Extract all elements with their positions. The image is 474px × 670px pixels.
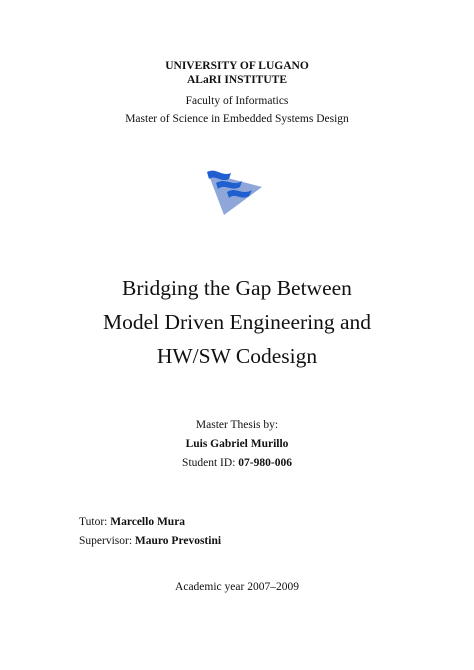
author-name: Luis Gabriel Murillo — [185, 438, 289, 450]
student-id-line — [0, 456, 474, 470]
supervisor-line — [79, 534, 221, 548]
tutor-label: Tutor: — [79, 516, 108, 528]
university-name: UNIVERSITY OF LUGANO — [165, 60, 309, 72]
student-id-value: 07-980-006 — [238, 457, 292, 469]
supervisor-label: Supervisor: — [79, 535, 133, 547]
thesis-title-line-3: HW/SW Codesign — [156, 344, 318, 368]
alari-logo-icon — [202, 165, 268, 217]
thesis-title-line-1: Bridging the Gap Between — [122, 276, 352, 300]
thesis-title-line-2: Model Driven Engineering and — [102, 310, 372, 334]
tutor-name: Marcello Mura — [110, 516, 186, 528]
tutor-line — [79, 515, 185, 529]
academic-year: Academic year 2007–2009 — [175, 581, 299, 593]
faculty-name: Faculty of Informatics — [185, 95, 289, 107]
institute-name: ALaRI INSTITUTE — [186, 74, 288, 86]
student-id-label: Student ID: — [182, 457, 236, 469]
thesis-type: Master Thesis by: — [195, 419, 279, 431]
supervisor-name: Mauro Prevostini — [134, 535, 222, 547]
program-name: Master of Science in Embedded Systems Design — [125, 113, 349, 125]
